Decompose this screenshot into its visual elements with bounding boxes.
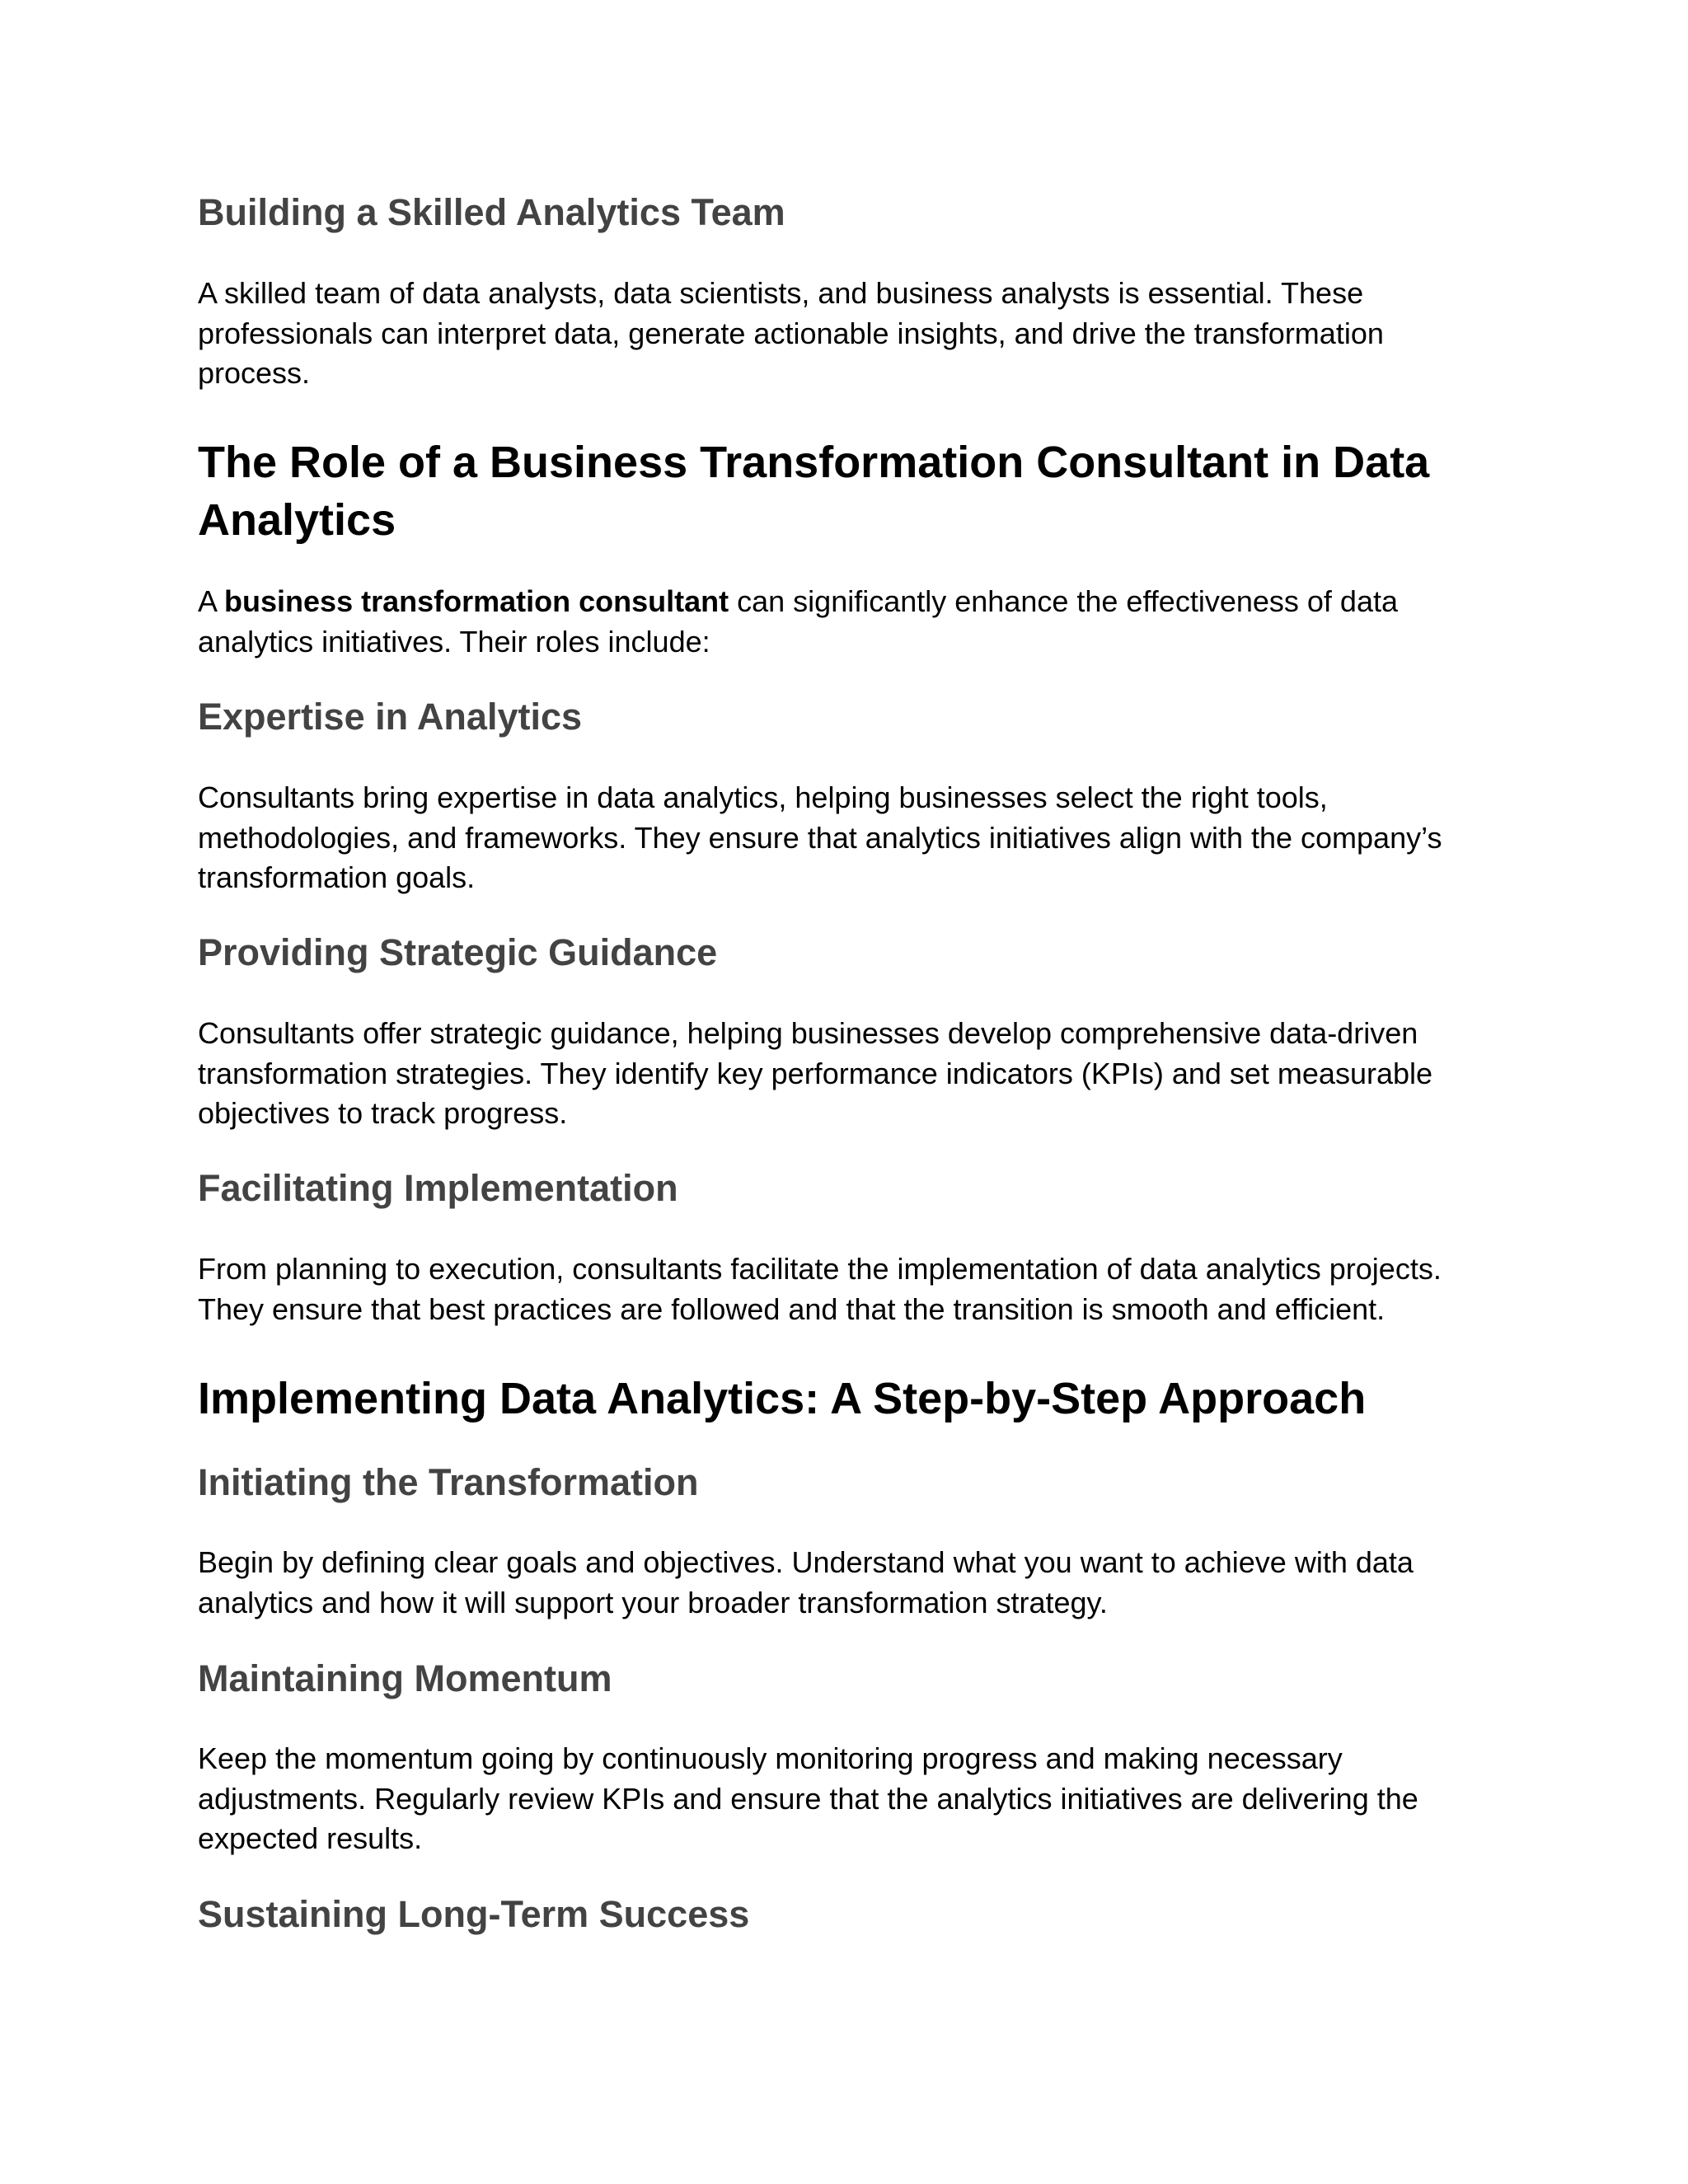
section-paragraph-building-team: A skilled team of data analysts, data scientists, and business analysts is essential. These professionals can interpret data, generate actionable insights, and drive the transformation process. [198,276,1384,390]
section-heading-initiating: Initiating the Transformation [198,1461,699,1503]
section-heading-sustaining: Sustaining Long-Term Success [198,1893,750,1935]
section-paragraph-facilitating: From planning to execution, consultants facilitate the implementation of data analytics projects. They ensure that best practices are followed and that the transition is smooth and efficient. [198,1252,1442,1326]
section-heading-implementing: Implementing Data Analytics: A Step-by-Step Approach [198,1374,1367,1423]
section-paragraph-expertise: Consultants bring expertise in data analytics, helping businesses select the right tools, methodologies, and frameworks. They ensure that analytics initiatives align with the company’s transformation goals. [198,780,1442,894]
section-heading-facilitating: Facilitating Implementation [198,1167,678,1209]
section-paragraph-strategic-guidance: Consultants offer strategic guidance, helping businesses develop comprehensive data-driven transformation strategies. They identify key performance indicators (KPIs) and set measurable objectives to track progress. [198,1016,1433,1130]
paragraph-bold-term: business transformation consultant [224,584,729,618]
section-heading-expertise: Expertise in Analytics [198,696,583,738]
paragraph-prefix: A [198,584,225,618]
paragraph-suffix: can significantly enhance the effectiveness of data analytics initiatives. Their roles include: [198,584,1398,658]
section-paragraph-momentum: Keep the momentum going by continuously monitoring progress and making necessary adjustments. Regularly review KPIs and ensure that the analytics initiatives are delivering the expected results. [198,1741,1418,1855]
section-paragraph-consultant-role [198,582,1500,662]
section-heading-building-team: Building a Skilled Analytics Team [198,191,785,233]
section-heading-consultant-role: The Role of a Business Transformation Consultant in Data Analytics [198,438,1430,545]
section-paragraph-initiating: Begin by defining clear goals and objectives. Understand what you want to achieve with data analytics and how it will support your broader transformation strategy. [198,1545,1414,1619]
section-heading-strategic-guidance: Providing Strategic Guidance [198,931,718,973]
section-heading-momentum: Maintaining Momentum [198,1657,612,1699]
